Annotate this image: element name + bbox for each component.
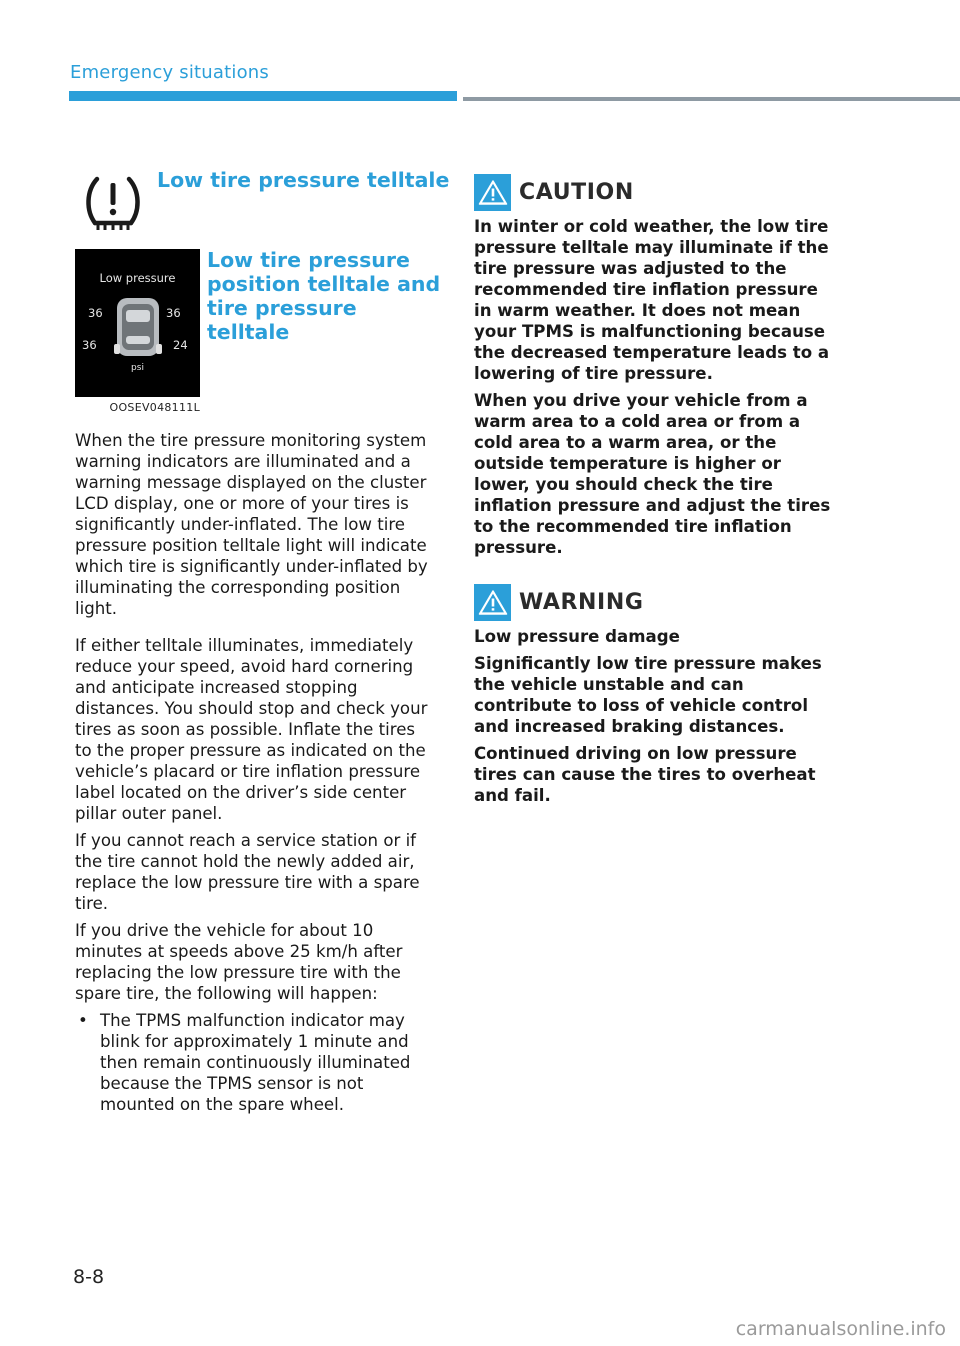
car-top-view-icon: [113, 296, 163, 358]
caution-paragraph: When you drive your vehicle from a warm area to a cold area or from a cold area to a warm area, or the outside temperature is higher or lower, you should check the tire inflation pressure and adjust the tires to the recommended tire inflation pressure.: [474, 391, 831, 557]
tpms-warning-icon: [83, 173, 143, 231]
caution-header: [474, 172, 839, 212]
cluster-display-image: [75, 249, 200, 397]
right-column: [474, 172, 839, 812]
header-section-title: Emergency situations: [70, 62, 269, 83]
bullet-marker: •: [78, 1011, 88, 1030]
bullet-item: [75, 1010, 435, 1115]
warning-header: [474, 582, 839, 622]
warning-paragraph: Low pressure damage: [474, 627, 680, 646]
caution-title: CAUTION: [519, 179, 634, 205]
body-text: [75, 430, 435, 1115]
caution-icon: [474, 174, 511, 211]
header-accent-bar: [69, 91, 457, 101]
warning-callout: [474, 582, 839, 806]
header-rule: [463, 97, 960, 101]
section-title: Low tire pressure telltale: [157, 168, 450, 192]
pressure-front-left: 36: [88, 306, 103, 320]
paragraph: If either telltale illuminates, immediately reduce your speed, avoid hard cornering and anticipate increased stopping distances. You should stop and check your tires as soon as possible. Inflate the tires to the proper pressure as indicated on the vehicle’s placard or tire inflation pressure label located on the driver’s side center pillar outer panel.: [75, 636, 428, 823]
pressure-rear-left: 36: [82, 338, 97, 352]
warning-icon: [474, 584, 511, 621]
warning-title: WARNING: [519, 589, 644, 615]
caution-paragraph: In winter or cold weather, the low tire pressure telltale may illuminate if the tire pressure was adjusted to the recommended tire inflation pressure in warm weather. It does not mean your TPMS is malfunctioning because the decreased temperature leads to a lowering of tire pressure.: [474, 217, 830, 383]
subsection-title: Low tire pressure position telltale and tire pressure telltale: [207, 248, 441, 344]
cluster-title: Low pressure: [99, 271, 176, 285]
warning-paragraph: Significantly low tire pressure makes the vehicle unstable and can contribute to loss of vehicle control and increased braking distances.: [474, 654, 822, 736]
pressure-front-right: 36: [166, 306, 181, 320]
paragraph: If you drive the vehicle for about 10 minutes at speeds above 25 km/h after replacing the low pressure tire with the spare tire, the following will happen:: [75, 921, 403, 1003]
paragraph: When the tire pressure monitoring system warning indicators are illuminated and a warning message displayed on the cluster LCD display, one or more of your tires is significantly under-inflated. The low tire pressure position telltale light will indicate which tire is significantly under-inflated by illuminating the corresponding position light.: [75, 431, 428, 618]
page-number: 8-8: [73, 1266, 105, 1288]
caution-text: [474, 216, 839, 558]
pressure-unit: psi: [131, 363, 144, 373]
bullet-text: The TPMS malfunction indicator may blink for approximately 1 minute and then remain continuously illuminated because the TPMS sensor is not mounted on the spare wheel.: [100, 1011, 411, 1114]
watermark: carmanualsonline.info: [735, 1318, 946, 1340]
warning-paragraph: Continued driving on low pressure tires can cause the tires to overheat and fail.: [474, 744, 816, 805]
paragraph: If you cannot reach a service station or if the tire cannot hold the newly added air, replace the low pressure tire with a spare tire.: [75, 831, 420, 913]
pressure-rear-right: 24: [173, 338, 188, 352]
image-code: OOSEV048111L: [109, 401, 200, 414]
caution-callout: [474, 172, 839, 558]
warning-text: [474, 626, 839, 806]
